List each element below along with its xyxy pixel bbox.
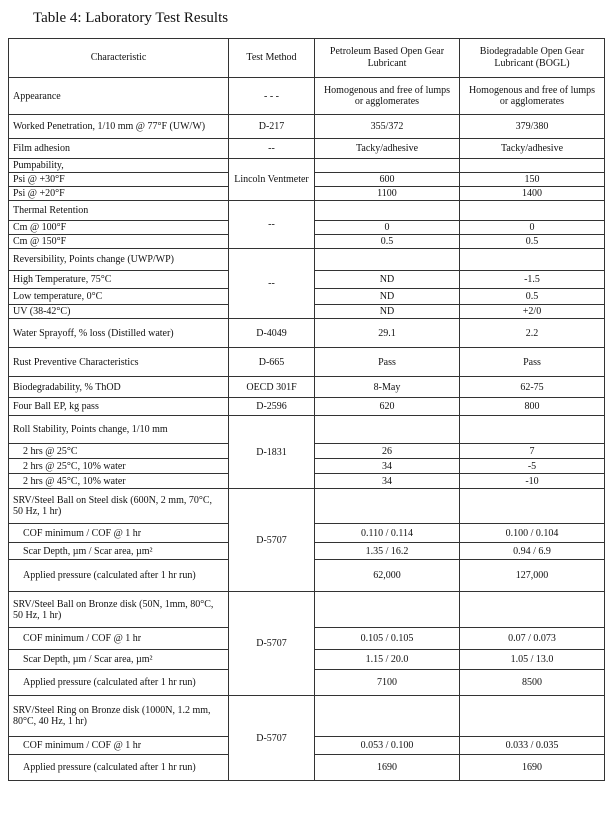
- cell-test-method: OECD 301F: [229, 377, 315, 398]
- cell-petroleum: 0.5: [315, 235, 460, 249]
- cell-petroleum: [315, 201, 460, 221]
- cell-bogl: 0.94 / 6.9: [460, 543, 605, 560]
- table-row: [9, 249, 605, 271]
- cell-petroleum: 600: [315, 173, 460, 187]
- cell-characteristic: Biodegradability, % ThOD: [9, 377, 229, 398]
- cell-bogl: [460, 416, 605, 444]
- cell-bogl: 0.100 / 0.104: [460, 524, 605, 543]
- cell-bogl: 1400: [460, 187, 605, 201]
- cell-petroleum: 355/372: [315, 115, 460, 139]
- cell-bogl: Pass: [460, 348, 605, 377]
- cell-bogl: 0.033 / 0.035: [460, 737, 605, 755]
- cell-bogl: 0.5: [460, 235, 605, 249]
- table-row: [9, 398, 605, 416]
- cell-test-method: D-4049: [229, 319, 315, 348]
- cell-characteristic: COF minimum / COF @ 1 hr: [9, 737, 229, 755]
- cell-petroleum: 1.35 / 16.2: [315, 543, 460, 560]
- cell-petroleum: [315, 592, 460, 628]
- cell-characteristic: Applied pressure (calculated after 1 hr run): [9, 560, 229, 592]
- table-row: [9, 489, 605, 524]
- cell-petroleum: 620: [315, 398, 460, 416]
- table-body: [9, 78, 605, 781]
- cell-petroleum: 29.1: [315, 319, 460, 348]
- cell-bogl: 0.07 / 0.073: [460, 628, 605, 650]
- cell-test-method: --: [229, 201, 315, 249]
- cell-characteristic: Worked Penetration, 1/10 mm @ 77°F (UW/W): [9, 115, 229, 139]
- cell-petroleum: 0: [315, 221, 460, 235]
- cell-characteristic: 2 hrs @ 25°C, 10% water: [9, 459, 229, 474]
- cell-bogl: 62-75: [460, 377, 605, 398]
- header-row: [9, 39, 605, 78]
- header-characteristic: Characteristic: [9, 39, 229, 78]
- cell-characteristic: Film adhesion: [9, 139, 229, 159]
- cell-petroleum: 0.105 / 0.105: [315, 628, 460, 650]
- cell-petroleum: [315, 416, 460, 444]
- cell-petroleum: 34: [315, 459, 460, 474]
- cell-bogl: Tacky/adhesive: [460, 139, 605, 159]
- cell-bogl: [460, 249, 605, 271]
- cell-petroleum: ND: [315, 289, 460, 305]
- cell-bogl: 8500: [460, 670, 605, 696]
- cell-characteristic: Reversibility, Points change (UWP/WP): [9, 249, 229, 271]
- cell-characteristic: Applied pressure (calculated after 1 hr run): [9, 670, 229, 696]
- cell-characteristic: SRV/Steel Ball on Steel disk (600N, 2 mm, 70°C, 50 Hz, 1 hr): [9, 489, 229, 524]
- cell-test-method: D-1831: [229, 416, 315, 489]
- cell-characteristic: Rust Preventive Characteristics: [9, 348, 229, 377]
- cell-bogl: -1.5: [460, 271, 605, 289]
- cell-bogl: -5: [460, 459, 605, 474]
- table-row: [9, 416, 605, 444]
- table-row: [9, 115, 605, 139]
- cell-characteristic: High Temperature, 75°C: [9, 271, 229, 289]
- table-title: Table 4: Laboratory Test Results: [33, 10, 229, 26]
- table-row: [9, 319, 605, 348]
- lab-results-table: [8, 38, 605, 781]
- cell-test-method: D-665: [229, 348, 315, 377]
- cell-petroleum: [315, 249, 460, 271]
- cell-bogl: -10: [460, 474, 605, 489]
- cell-test-method: - - -: [229, 78, 315, 115]
- table-row: [9, 696, 605, 737]
- cell-petroleum: 26: [315, 444, 460, 459]
- table-row: [9, 139, 605, 159]
- cell-characteristic: 2 hrs @ 45°C, 10% water: [9, 474, 229, 489]
- cell-petroleum: [315, 696, 460, 737]
- cell-characteristic: Cm @ 100°F: [9, 221, 229, 235]
- cell-petroleum: 1690: [315, 755, 460, 781]
- cell-characteristic: Psi @ +20°F: [9, 187, 229, 201]
- cell-test-method: D-217: [229, 115, 315, 139]
- cell-characteristic: Appearance: [9, 78, 229, 115]
- cell-characteristic: Pumpability,: [9, 159, 229, 173]
- cell-bogl: 127,000: [460, 560, 605, 592]
- table-row: [9, 348, 605, 377]
- header-test-method: Test Method: [229, 39, 315, 78]
- cell-characteristic: SRV/Steel Ring on Bronze disk (1000N, 1.2 mm, 80°C, 40 Hz, 1 hr): [9, 696, 229, 737]
- cell-characteristic: Thermal Retention: [9, 201, 229, 221]
- cell-bogl: [460, 592, 605, 628]
- cell-bogl: 2.2: [460, 319, 605, 348]
- cell-petroleum: 1100: [315, 187, 460, 201]
- cell-bogl: [460, 696, 605, 737]
- cell-bogl: [460, 489, 605, 524]
- table-row: [9, 78, 605, 115]
- cell-petroleum: 0.110 / 0.114: [315, 524, 460, 543]
- cell-bogl: 800: [460, 398, 605, 416]
- cell-bogl: 150: [460, 173, 605, 187]
- cell-bogl: 0.5: [460, 289, 605, 305]
- cell-bogl: +2/0: [460, 305, 605, 319]
- cell-bogl: [460, 159, 605, 173]
- cell-characteristic: Water Sprayoff, % loss (Distilled water): [9, 319, 229, 348]
- cell-characteristic: Cm @ 150°F: [9, 235, 229, 249]
- cell-bogl: 7: [460, 444, 605, 459]
- cell-petroleum: 7100: [315, 670, 460, 696]
- cell-bogl: 379/380: [460, 115, 605, 139]
- cell-characteristic: COF minimum / COF @ 1 hr: [9, 628, 229, 650]
- cell-characteristic: UV (38-42°C): [9, 305, 229, 319]
- cell-characteristic: Four Ball EP, kg pass: [9, 398, 229, 416]
- table-row: [9, 159, 605, 173]
- cell-petroleum: 34: [315, 474, 460, 489]
- cell-test-method: --: [229, 249, 315, 319]
- cell-petroleum: 8-May: [315, 377, 460, 398]
- cell-bogl: 1690: [460, 755, 605, 781]
- cell-petroleum: [315, 489, 460, 524]
- table-row: [9, 201, 605, 221]
- cell-test-method: D-5707: [229, 592, 315, 696]
- cell-characteristic: Psi @ +30°F: [9, 173, 229, 187]
- header-bogl: Biodegradable Open Gear Lubricant (BOGL): [460, 39, 605, 78]
- cell-petroleum: Tacky/adhesive: [315, 139, 460, 159]
- cell-test-method: D-5707: [229, 489, 315, 592]
- cell-petroleum: 0.053 / 0.100: [315, 737, 460, 755]
- cell-test-method: D-5707: [229, 696, 315, 781]
- cell-bogl: 1.05 / 13.0: [460, 650, 605, 670]
- cell-characteristic: Scar Depth, µm / Scar area, µm²: [9, 650, 229, 670]
- cell-characteristic: Low temperature, 0°C: [9, 289, 229, 305]
- cell-test-method: --: [229, 139, 315, 159]
- cell-petroleum: ND: [315, 271, 460, 289]
- cell-bogl: [460, 201, 605, 221]
- table-row: [9, 592, 605, 628]
- cell-bogl: Homogenous and free of lumps or agglomerates: [460, 78, 605, 115]
- cell-petroleum: 1.15 / 20.0: [315, 650, 460, 670]
- cell-characteristic: SRV/Steel Ball on Bronze disk (50N, 1mm, 80°C, 50 Hz, 1 hr): [9, 592, 229, 628]
- header-petroleum: Petroleum Based Open Gear Lubricant: [315, 39, 460, 78]
- cell-test-method: D-2596: [229, 398, 315, 416]
- cell-petroleum: 62,000: [315, 560, 460, 592]
- cell-characteristic: Applied pressure (calculated after 1 hr run): [9, 755, 229, 781]
- cell-characteristic: Roll Stability, Points change, 1/10 mm: [9, 416, 229, 444]
- cell-petroleum: ND: [315, 305, 460, 319]
- cell-test-method: Lincoln Ventmeter: [229, 159, 315, 201]
- table-row: [9, 377, 605, 398]
- cell-bogl: 0: [460, 221, 605, 235]
- cell-characteristic: Scar Depth, µm / Scar area, µm²: [9, 543, 229, 560]
- cell-petroleum: Homogenous and free of lumps or agglomerates: [315, 78, 460, 115]
- cell-characteristic: 2 hrs @ 25°C: [9, 444, 229, 459]
- cell-petroleum: [315, 159, 460, 173]
- cell-petroleum: Pass: [315, 348, 460, 377]
- cell-characteristic: COF minimum / COF @ 1 hr: [9, 524, 229, 543]
